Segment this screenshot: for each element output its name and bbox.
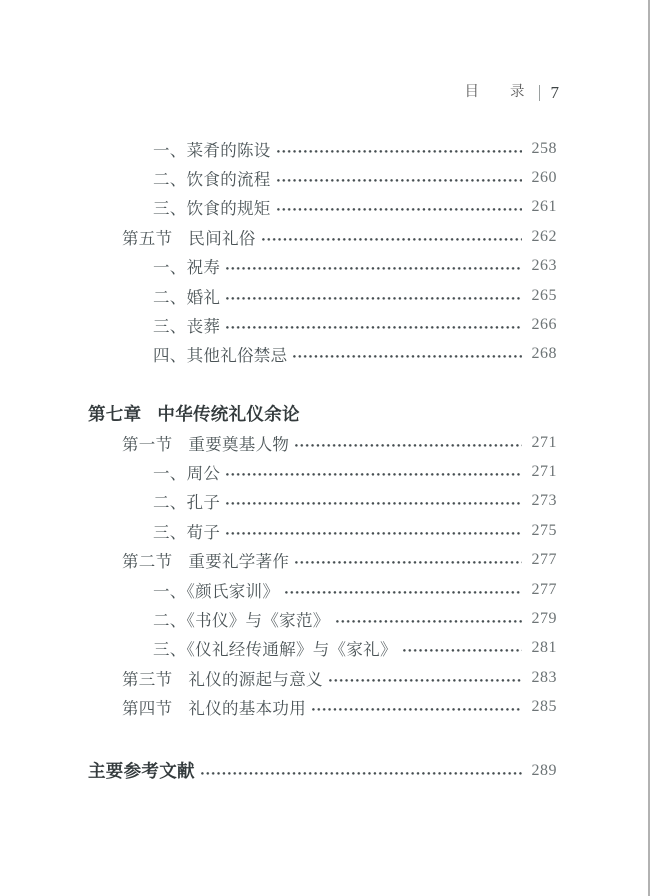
toc-entry-row — [0, 663, 650, 692]
entry-title: 三、《仪礼经传通解》与《家礼》 — [153, 640, 397, 660]
entry-title: 二、《书仪》与《家范》 — [153, 610, 330, 630]
toc-entry-row — [0, 457, 650, 486]
entry-page-number: 271 — [531, 462, 557, 480]
entry-title: 一、周公 — [153, 463, 221, 483]
entry-title: 二、孔子 — [153, 493, 221, 513]
dot-leader — [226, 267, 522, 270]
toc-entry-row — [0, 545, 650, 574]
dot-leader — [329, 679, 522, 682]
entry-title: 三、饮食的规矩 — [153, 199, 271, 219]
toc-entry-row — [0, 252, 650, 281]
toc-entry-row — [0, 281, 650, 310]
toc-entry-row — [0, 692, 650, 721]
dot-leader — [277, 179, 522, 182]
entry-title: 二、饮食的流程 — [153, 170, 271, 190]
entry-page-number: 258 — [531, 139, 557, 157]
dot-leader — [277, 208, 522, 211]
dot-leader — [226, 502, 522, 505]
entry-page-number: 285 — [531, 698, 557, 716]
toc-entry-row — [0, 193, 650, 222]
entry-page-number: 268 — [531, 345, 557, 363]
dot-leader — [226, 473, 522, 476]
entry-title: 一、菜肴的陈设 — [153, 140, 271, 160]
toc-entry-row — [0, 310, 650, 339]
entry-label: 第七章 — [88, 403, 142, 424]
dot-leader — [226, 326, 522, 329]
entry-page-number: 275 — [531, 521, 557, 539]
header-title-char: 目 — [464, 84, 479, 100]
entry-title: 民间礼俗 — [188, 228, 256, 248]
toc-entry-row — [0, 487, 650, 516]
entry-page-number: 260 — [531, 169, 557, 187]
dot-leader — [262, 238, 522, 241]
header-separator-bar — [539, 85, 540, 101]
entry-page-number: 277 — [531, 580, 557, 598]
entry-title: 一、《颜氏家训》 — [153, 581, 280, 601]
running-header — [465, 84, 560, 101]
toc-entry-row — [0, 575, 650, 604]
dot-leader — [293, 355, 522, 358]
entry-page-number: 273 — [531, 492, 557, 510]
toc-entry-row — [0, 516, 650, 545]
toc-list — [0, 134, 650, 785]
entry-label: 第一节 — [122, 434, 173, 454]
entry-page-number: 281 — [531, 639, 557, 657]
toc-entry-row — [0, 340, 650, 369]
toc-entry-row — [0, 756, 650, 785]
toc-entry-row — [0, 399, 650, 428]
dot-leader — [336, 620, 522, 623]
entry-page-number: 283 — [531, 668, 557, 686]
entry-page-number: 271 — [531, 433, 557, 451]
entry-title: 重要奠基人物 — [188, 434, 290, 454]
entry-label: 第四节 — [122, 699, 173, 719]
entry-page-number: 277 — [531, 551, 557, 569]
entry-page-number: 279 — [531, 609, 557, 627]
entry-label: 第三节 — [122, 669, 173, 689]
dot-leader — [312, 708, 522, 711]
entry-title: 主要参考文献 — [88, 761, 195, 781]
toc-entry-row — [0, 634, 650, 663]
entry-title: 三、丧葬 — [153, 317, 221, 337]
entry-page-number: 265 — [531, 286, 557, 304]
entry-title: 礼仪的源起与意义 — [188, 669, 323, 689]
toc-entry-row — [0, 604, 650, 633]
entry-title: 三、荀子 — [153, 522, 221, 542]
entry-title: 重要礼学著作 — [188, 552, 290, 572]
entry-title: 二、婚礼 — [153, 287, 221, 307]
dot-leader — [226, 532, 522, 535]
toc-entry-row — [0, 222, 650, 251]
dot-leader — [226, 297, 522, 300]
entry-page-number: 262 — [531, 227, 557, 245]
dot-leader — [403, 649, 522, 652]
entry-title: 四、其他礼俗禁忌 — [153, 346, 288, 366]
entry-title: 礼仪的基本功用 — [188, 699, 307, 719]
entry-page-number: 261 — [531, 198, 557, 216]
entry-title: 一、祝寿 — [153, 258, 221, 278]
dot-leader — [201, 772, 522, 775]
entry-label: 第五节 — [122, 228, 173, 248]
dot-leader — [295, 561, 522, 564]
header-page-number: 7 — [550, 82, 559, 102]
toc-entry-row — [0, 134, 650, 163]
dot-leader — [277, 150, 522, 153]
entry-page-number: 266 — [531, 316, 557, 334]
entry-title: 中华传统礼仪余论 — [157, 403, 300, 424]
dot-leader — [285, 591, 522, 594]
header-title-char: 录 — [510, 84, 525, 100]
entry-page-number: 263 — [531, 257, 557, 275]
dot-leader — [295, 444, 522, 447]
entry-label: 第二节 — [122, 552, 173, 572]
toc-entry-row — [0, 163, 650, 192]
entry-page-number: 289 — [531, 761, 557, 779]
toc-entry-row — [0, 428, 650, 457]
